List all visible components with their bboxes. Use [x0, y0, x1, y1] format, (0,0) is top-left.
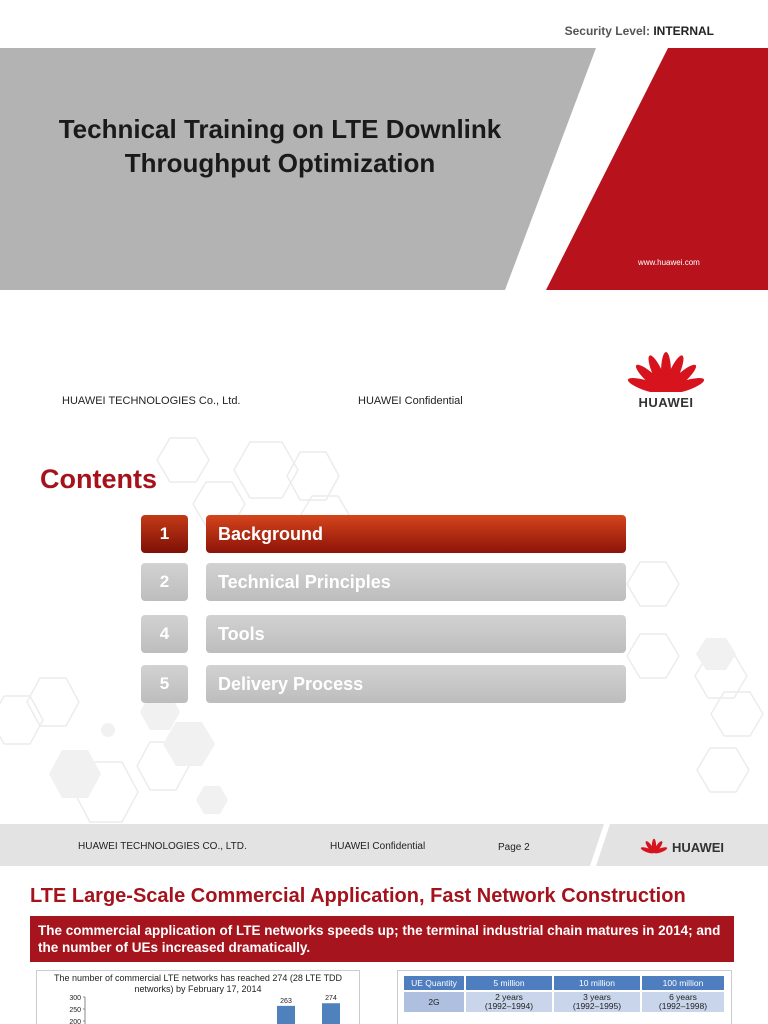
row-label: 2G: [404, 992, 464, 1012]
cell-years: 3 years: [583, 992, 611, 1002]
ue-quantity-table: [402, 974, 726, 1014]
table-cell: [642, 992, 724, 1012]
footer-divider: [590, 824, 620, 866]
bar-data-label: 263: [280, 997, 292, 1005]
y-tick-label: 250: [69, 1007, 81, 1014]
toc-number-1: 1: [141, 515, 188, 553]
table-header: 5 million: [466, 976, 552, 990]
toc-item-background[interactable]: Background: [206, 515, 626, 553]
title-line-1: Technical Training on LTE Downlink: [58, 114, 502, 144]
table-header: UE Quantity: [404, 976, 464, 990]
toc-item-tools[interactable]: Tools: [206, 615, 626, 653]
chart-title: The number of commercial LTE networks has reached 274 (28 LTE TDD networks) by February 17, 2014: [53, 973, 343, 994]
table-row: [404, 992, 724, 1012]
toc-number-2: 2: [141, 563, 188, 601]
table-header-row: [404, 976, 724, 990]
huawei-logo: [626, 348, 706, 410]
security-value: INTERNAL: [653, 24, 714, 38]
toc-number-5: 5: [141, 665, 188, 703]
slide-title: LTE Large-Scale Commercial Application, Fast Network Construction: [30, 885, 686, 907]
cell-range: (1992–1998): [658, 1001, 708, 1011]
footer-confidential: HUAWEI Confidential: [330, 841, 426, 852]
bar: [277, 1006, 295, 1024]
cell-range: (1992–1995): [572, 1001, 622, 1011]
footer-huawei-logo: [640, 834, 724, 861]
cell-years: 2 years: [495, 992, 523, 1002]
title-line-2: Throughput Optimization: [124, 148, 436, 178]
contents-title: Contents: [40, 464, 157, 494]
title-slide: [0, 0, 768, 432]
table-header: 10 million: [554, 976, 640, 990]
y-tick-label: 200: [69, 1019, 81, 1024]
toc-item-technical-principles[interactable]: Technical Principles: [206, 563, 626, 601]
bar: [322, 1003, 340, 1024]
huawei-flower-icon: [640, 834, 668, 856]
lte-application-slide: [0, 866, 768, 1024]
website-link[interactable]: www.huawei.com: [638, 258, 700, 267]
confidential-label: HUAWEI Confidential: [358, 395, 463, 407]
security-level: [565, 24, 714, 38]
table-cell: [466, 992, 552, 1012]
contents-slide: [0, 432, 768, 866]
toc-number-4: 4: [141, 615, 188, 653]
company-name: HUAWEI TECHNOLOGIES Co., Ltd.: [62, 395, 241, 407]
bar-data-label: 274: [325, 995, 337, 1003]
security-label: Security Level:: [564, 24, 650, 38]
lte-networks-bar-chart: [36, 970, 358, 1024]
presentation-title: [0, 112, 560, 180]
y-tick-label: 300: [69, 995, 81, 1002]
footer-page-number: Page 2: [498, 842, 530, 853]
table-header: 100 million: [642, 976, 724, 990]
table-cell: [554, 992, 640, 1012]
cell-range: (1992–1994): [484, 1001, 534, 1011]
cell-years: 6 years: [669, 992, 697, 1002]
toc-item-delivery-process[interactable]: Delivery Process: [206, 665, 626, 703]
summary-banner: The commercial application of LTE networks speeds up; the terminal industrial chain matures in 2014; and the number of UEs increased dramatically.: [30, 916, 734, 962]
footer-company: HUAWEI TECHNOLOGIES CO., LTD.: [78, 841, 247, 852]
logo-text: HUAWEI: [638, 395, 694, 410]
logo-text: HUAWEI: [672, 840, 724, 855]
huawei-flower-icon: [626, 348, 706, 392]
